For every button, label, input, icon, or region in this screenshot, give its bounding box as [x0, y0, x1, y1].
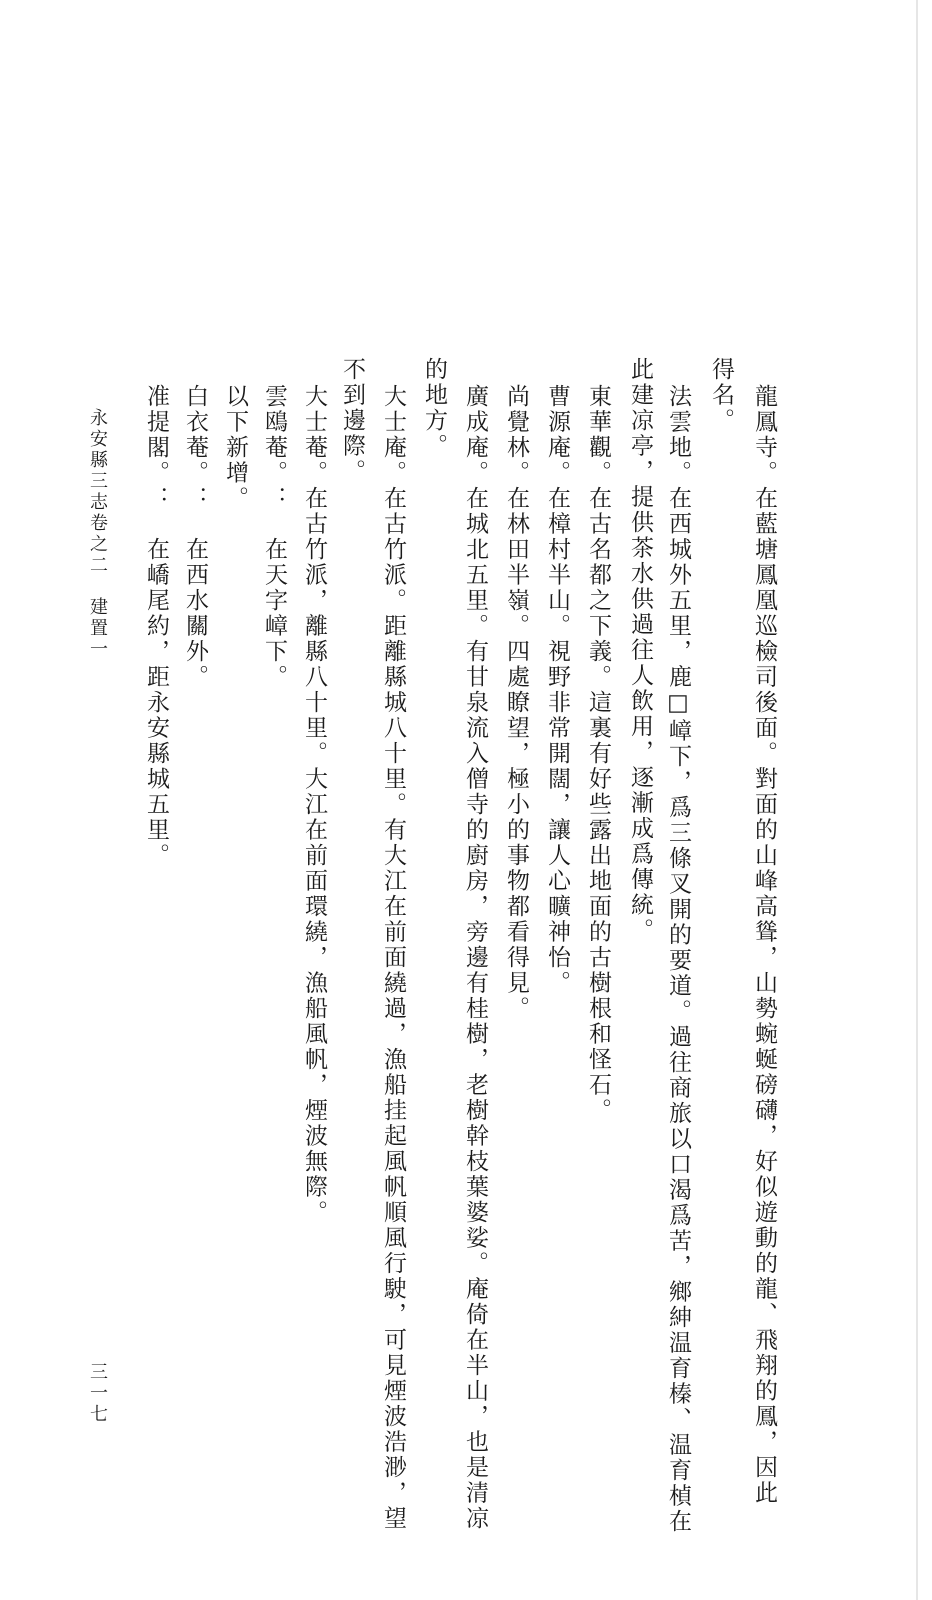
entry-fayun-line-2: 此建凉亭，提供茶水供過往人飲用，逐漸成爲傳統。 — [627, 357, 653, 944]
entry-donghua: 東華觀。在古名都之下義。這裏有好些露出地面的古樹根和怪石。 — [585, 384, 611, 1124]
entry-dashi-an-b: 大士菴。在古竹派，離縣八十里。大江在前面環繞，漁船風帆，煙波無際。 — [301, 384, 327, 1226]
entry-longfeng-line-1: 龍鳳寺。在藍塘鳳凰巡檢司後面。對面的山峰高聳，山勢蜿蜒磅礴，好似遊動的龍、飛翔的鳳，因此 — [751, 384, 777, 1506]
entry-fayun-line-1: 法雲地。在西城外五里，鹿□嶂下，爲三條叉開的要道。過往商旅以口渴爲苦，鄉紳温育榛、温育楨在 — [665, 384, 691, 1535]
book-title: 永安縣三志卷之二 建置一 — [87, 408, 108, 660]
entry-guangcheng-line-2: 的地方。 — [421, 357, 447, 459]
entry-yixia: 以下新增。 — [222, 384, 248, 512]
entry-guangcheng-line-1: 廣成庵。在城北五里。有甘泉流入僧寺的廚房，旁邊有桂樹，老樹幹枝葉婆娑。庵倚在半山，也是清凉 — [462, 384, 488, 1532]
entry-dashi-an-line-1: 大士庵。在古竹派。距離縣城八十里。有大江在前面繞過，漁船挂起風帆順風行駛，可見煙波浩渺，望 — [380, 384, 406, 1532]
page-edge — [916, 0, 918, 1600]
entry-caoyuan: 曹源庵。在樟村半山。視野非常開闊，讓人心曠神怡。 — [544, 384, 570, 996]
entry-baiyi: 白衣菴。： 在西水關外。 — [182, 384, 208, 690]
entry-shangjue: 尚覺林。在林田半嶺。四處瞭望，極小的事物都看得見。 — [503, 384, 529, 1022]
entry-zhunti: 准提閣。： 在嶠尾約，距永安縣城五里。 — [143, 384, 169, 869]
entry-yunou: 雲鴎菴。： 在天字嶂下。 — [261, 384, 287, 690]
entry-longfeng-line-2: 得名。 — [708, 357, 734, 434]
entry-dashi-an-line-2: 不到邊際。 — [339, 357, 365, 485]
page-number: 三一七 — [87, 1362, 108, 1425]
